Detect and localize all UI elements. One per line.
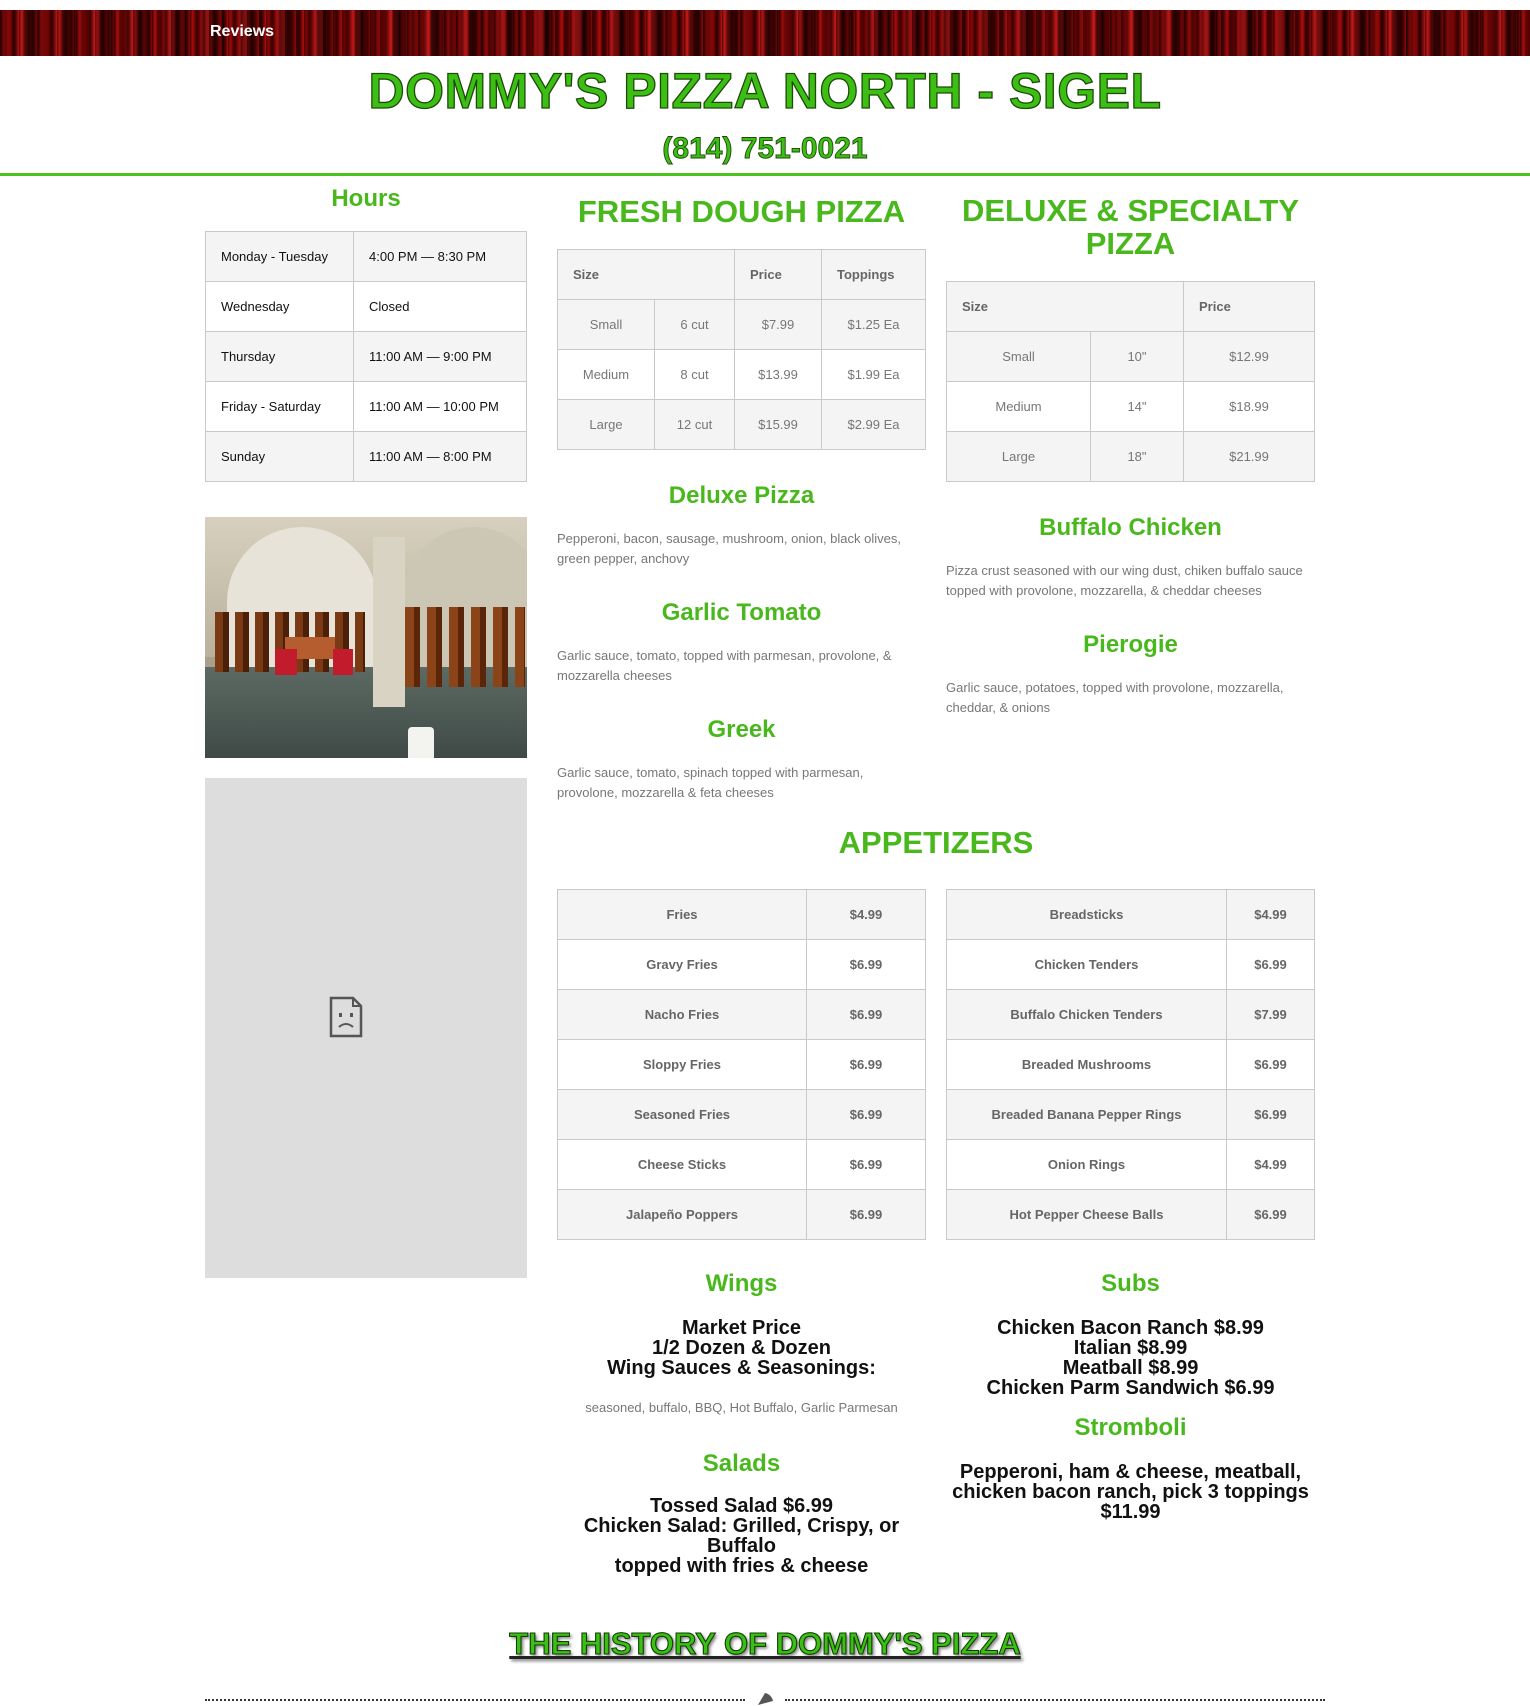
appetizer-price: $6.99 — [1227, 940, 1315, 990]
top-nav-bar — [0, 10, 1530, 56]
hours-day: Friday - Saturday — [206, 382, 354, 432]
appetizer-price: $6.99 — [807, 990, 926, 1040]
specialty-pizza-table — [946, 281, 1315, 482]
size-cell: Small — [558, 300, 655, 350]
nav-link-reviews[interactable]: Reviews — [210, 23, 275, 40]
size-cell: Small — [947, 332, 1091, 382]
hours-title: Hours — [331, 185, 401, 212]
sad-page-icon — [329, 996, 363, 1038]
appetizer-name: Breaded Mushrooms — [947, 1040, 1227, 1090]
inches-cell: 10" — [1091, 332, 1184, 382]
appetizer-name: Cheese Sticks — [558, 1140, 807, 1190]
table-row — [947, 940, 1315, 990]
fresh-dough-title: FRESH DOUGH PIZZA — [577, 194, 906, 229]
appetizer-name: Jalapeño Poppers — [558, 1190, 807, 1240]
subs-line: Meatball $8.99 — [1062, 1357, 1199, 1379]
appetizer-price: $6.99 — [807, 940, 926, 990]
appetizer-price: $6.99 — [807, 1040, 926, 1090]
subs-details — [946, 1318, 1315, 1398]
subs-line: Chicken Bacon Ranch $8.99 — [997, 1317, 1264, 1339]
appetizer-price: $7.99 — [1227, 990, 1315, 1040]
salads-line: Chicken Salad: Grilled, Crispy, or Buffalo — [583, 1515, 900, 1557]
appetizer-name: Gravy Fries — [558, 940, 807, 990]
appetizers-title: APPETIZERS — [838, 825, 1034, 860]
wings-line: Market Price — [682, 1317, 801, 1339]
appetizer-name: Nacho Fries — [558, 990, 807, 1040]
hours-time: 11:00 AM — 8:00 PM — [354, 432, 527, 482]
col-header-size: Size — [947, 282, 1184, 332]
hours-day: Monday - Tuesday — [206, 232, 354, 282]
table-row — [558, 990, 926, 1040]
table-row — [558, 1040, 926, 1090]
appetizer-name: Sloppy Fries — [558, 1040, 807, 1090]
appetizer-name: Seasoned Fries — [558, 1090, 807, 1140]
appetizer-price: $6.99 — [1227, 1090, 1315, 1140]
appetizer-price: $6.99 — [807, 1190, 926, 1240]
inches-cell: 14" — [1091, 382, 1184, 432]
price-cell: $21.99 — [1184, 432, 1315, 482]
appetizer-name: Chicken Tenders — [947, 940, 1227, 990]
price-cell: $18.99 — [1184, 382, 1315, 432]
wings-details — [557, 1318, 926, 1378]
stromboli-line: Pepperoni, ham & cheese, meatball, — [959, 1461, 1302, 1483]
salads-line: Tossed Salad $6.99 — [649, 1495, 834, 1517]
hours-time: 11:00 AM — 9:00 PM — [354, 332, 527, 382]
cut-cell: 12 cut — [655, 400, 735, 450]
garlic-tomato-title: Garlic Tomato — [661, 599, 822, 626]
appetizer-price: $6.99 — [1227, 1190, 1315, 1240]
stromboli-details — [936, 1462, 1325, 1522]
col-header-size: Size — [558, 250, 735, 300]
table-row — [558, 350, 926, 400]
appetizer-name: Breaded Banana Pepper Rings — [947, 1090, 1227, 1140]
toppings-cell: $1.25 Ea — [822, 300, 926, 350]
table-row — [947, 332, 1315, 382]
phone-number[interactable]: (814) 751-0021 — [662, 132, 868, 165]
pizza-slice-icon — [756, 1692, 774, 1706]
table-row — [558, 890, 926, 940]
table-row — [558, 940, 926, 990]
appetizer-name: Onion Rings — [947, 1140, 1227, 1190]
stromboli-line: $11.99 — [1100, 1501, 1161, 1523]
garlic-tomato-description: Garlic sauce, tomato, topped with parmesan, provolone, & mozzarella cheeses — [557, 648, 892, 683]
appetizer-price: $6.99 — [807, 1090, 926, 1140]
col-header-toppings: Toppings — [822, 250, 926, 300]
col-header-price: Price — [735, 250, 822, 300]
price-cell: $7.99 — [735, 300, 822, 350]
greek-title: Greek — [707, 716, 776, 743]
appetizers-table-right — [946, 889, 1315, 1240]
site-title: DOMMY'S PIZZA NORTH - SIGEL — [368, 63, 1162, 119]
map-embed-placeholder[interactable] — [205, 778, 527, 1278]
hours-time: Closed — [354, 282, 527, 332]
appetizer-name: Fries — [558, 890, 807, 940]
stromboli-title: Stromboli — [1074, 1414, 1187, 1441]
header-divider — [0, 173, 1530, 176]
deluxe-pizza-description: Pepperoni, bacon, sausage, mushroom, onion, black olives, green pepper, anchovy — [557, 531, 901, 566]
salads-details — [547, 1496, 936, 1576]
buffalo-chicken-title: Buffalo Chicken — [1039, 514, 1222, 541]
size-cell: Large — [947, 432, 1091, 482]
appetizer-name: Buffalo Chicken Tenders — [947, 990, 1227, 1040]
appetizer-name: Hot Pepper Cheese Balls — [947, 1190, 1227, 1240]
table-row — [558, 300, 926, 350]
subs-line: Italian $8.99 — [1073, 1337, 1188, 1359]
section-divider-left — [205, 1699, 745, 1702]
hours-row — [206, 332, 527, 382]
table-row — [558, 1090, 926, 1140]
subs-line: Chicken Parm Sandwich $6.99 — [986, 1377, 1275, 1399]
section-divider-right — [785, 1699, 1325, 1702]
wings-title: Wings — [705, 1270, 778, 1297]
toppings-cell: $1.99 Ea — [822, 350, 926, 400]
cut-cell: 8 cut — [655, 350, 735, 400]
price-cell: $12.99 — [1184, 332, 1315, 382]
appetizer-price: $4.99 — [1227, 890, 1315, 940]
hours-time: 11:00 AM — 10:00 PM — [354, 382, 527, 432]
table-row — [558, 1140, 926, 1190]
specialty-pizza-title — [946, 194, 1315, 260]
restaurant-interior-photo — [205, 517, 527, 758]
buffalo-chicken-description: Pizza crust seasoned with our wing dust, chiken buffalo sauce topped with provolone, mozzarella, & cheddar cheeses — [946, 563, 1303, 598]
price-cell: $15.99 — [735, 400, 822, 450]
history-title: THE HISTORY OF DOMMY'S PIZZA — [509, 1626, 1021, 1661]
wings-line: 1/2 Dozen & Dozen — [652, 1337, 831, 1359]
hours-row — [206, 432, 527, 482]
hours-row — [206, 232, 527, 282]
col-header-price: Price — [1184, 282, 1315, 332]
size-cell: Medium — [947, 382, 1091, 432]
table-row — [947, 432, 1315, 482]
appetizer-price: $4.99 — [1227, 1140, 1315, 1190]
hours-row — [206, 282, 527, 332]
appetizer-price: $6.99 — [807, 1140, 926, 1190]
appetizer-price: $4.99 — [807, 890, 926, 940]
table-row — [947, 1190, 1315, 1240]
size-cell: Medium — [558, 350, 655, 400]
size-cell: Large — [558, 400, 655, 450]
hours-row — [206, 382, 527, 432]
pierogie-description: Garlic sauce, potatoes, topped with provolone, mozzarella, cheddar, & onions — [946, 680, 1284, 715]
appetizer-price: $6.99 — [1227, 1040, 1315, 1090]
specialty-title-line1: DELUXE & SPECIALTY — [961, 193, 1300, 228]
salads-line: topped with fries & cheese — [614, 1555, 869, 1577]
cut-cell: 6 cut — [655, 300, 735, 350]
fresh-dough-table — [557, 249, 926, 450]
hours-day: Wednesday — [206, 282, 354, 332]
price-cell: $13.99 — [735, 350, 822, 400]
table-row — [947, 1140, 1315, 1190]
appetizers-table-left — [557, 889, 926, 1240]
hours-day: Thursday — [206, 332, 354, 382]
appetizer-name: Breadsticks — [947, 890, 1227, 940]
deluxe-pizza-title: Deluxe Pizza — [668, 482, 815, 509]
table-row — [947, 1090, 1315, 1140]
specialty-title-line2: PIZZA — [1085, 226, 1176, 261]
table-row — [947, 382, 1315, 432]
hours-table — [205, 231, 527, 482]
table-row — [947, 890, 1315, 940]
wings-line: Wing Sauces & Seasonings: — [607, 1357, 876, 1379]
subs-title: Subs — [1101, 1270, 1160, 1297]
toppings-cell: $2.99 Ea — [822, 400, 926, 450]
table-row — [558, 400, 926, 450]
hours-time: 4:00 PM — 8:30 PM — [354, 232, 527, 282]
hours-day: Sunday — [206, 432, 354, 482]
greek-description: Garlic sauce, tomato, spinach topped with parmesan, provolone, mozzarella & feta cheeses — [557, 765, 864, 800]
salads-title: Salads — [702, 1450, 781, 1477]
wing-sauces-list: seasoned, buffalo, BBQ, Hot Buffalo, Garlic Parmesan — [585, 1400, 898, 1415]
inches-cell: 18" — [1091, 432, 1184, 482]
table-row — [947, 1040, 1315, 1090]
table-row — [558, 1190, 926, 1240]
table-row — [947, 990, 1315, 1040]
stromboli-line: chicken bacon ranch, pick 3 toppings — [952, 1481, 1309, 1503]
pierogie-title: Pierogie — [1083, 631, 1178, 658]
